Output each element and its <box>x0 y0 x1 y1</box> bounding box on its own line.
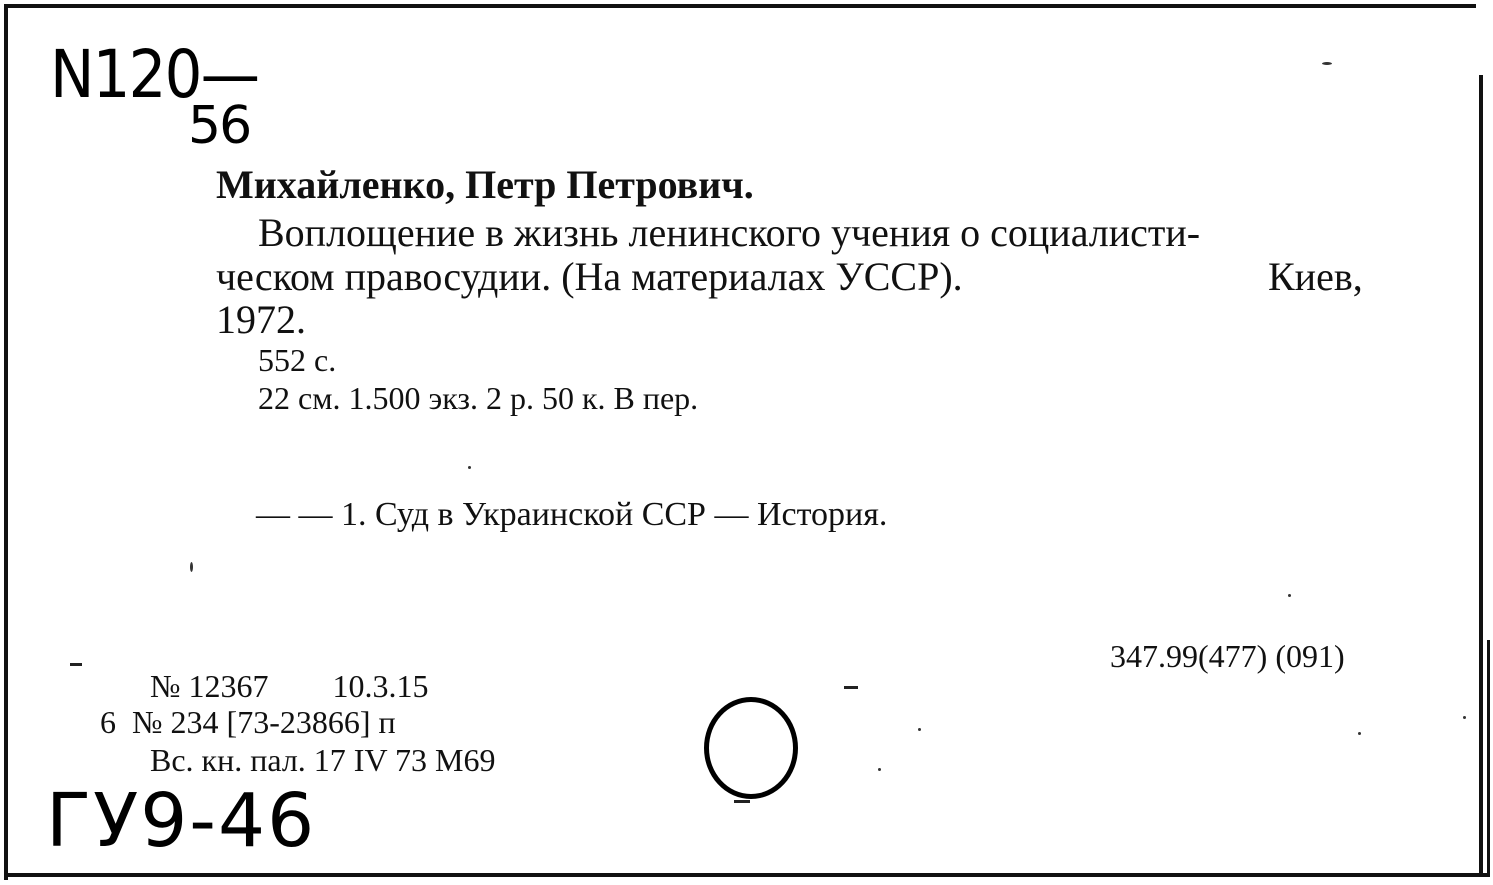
card-border-right <box>1479 75 1483 875</box>
publication-year: 1972. <box>216 297 306 342</box>
speck-dot <box>468 466 471 469</box>
handwritten-shelf-sub: 56 <box>188 96 251 156</box>
card-border-top <box>4 4 1476 8</box>
publication-place: Киев, <box>1268 254 1363 299</box>
card-border-right-inner <box>1487 640 1490 876</box>
speck-dot <box>1463 716 1466 719</box>
card-number-line: № 12367 10.3.15 <box>150 668 429 704</box>
speck-dot <box>918 728 921 731</box>
classification-number: 347.99(477) (091) <box>1110 638 1345 674</box>
speck-mark <box>734 800 750 803</box>
handwritten-inventory-mark: ГУ9-46 <box>46 778 317 864</box>
title-line-2: ческом правосудии. (На материалах УССР). <box>216 254 963 299</box>
title-line-1: Воплощение в жизнь ленинского учения о социалисти- <box>258 210 1201 255</box>
speck-mark <box>844 686 858 689</box>
chamber-imprint-line: Вс. кн. пал. 17 IV 73 М69 <box>150 742 496 778</box>
author-heading: Михайленко, Петр Петрович. <box>216 162 754 207</box>
speck-dot <box>1288 594 1291 597</box>
page-count: 552 с. <box>258 342 337 378</box>
hole-punch-circle <box>704 697 798 799</box>
speck-dot <box>190 562 193 572</box>
speck-dot <box>1358 732 1361 735</box>
physical-description: 22 см. 1.500 экз. 2 р. 50 к. В пер. <box>258 380 699 416</box>
speck-dot <box>878 768 881 771</box>
handwritten-shelf-mark: N120— <box>50 36 259 113</box>
card-border-left <box>4 4 8 880</box>
card-border-bottom <box>4 873 1490 877</box>
subject-heading: — — 1. Суд в Украинской ССР — История. <box>256 496 888 533</box>
order-number-line: 6 № 234 [73-23866] п <box>100 704 396 740</box>
speck-dot <box>1322 62 1332 65</box>
speck-mark <box>70 663 82 666</box>
